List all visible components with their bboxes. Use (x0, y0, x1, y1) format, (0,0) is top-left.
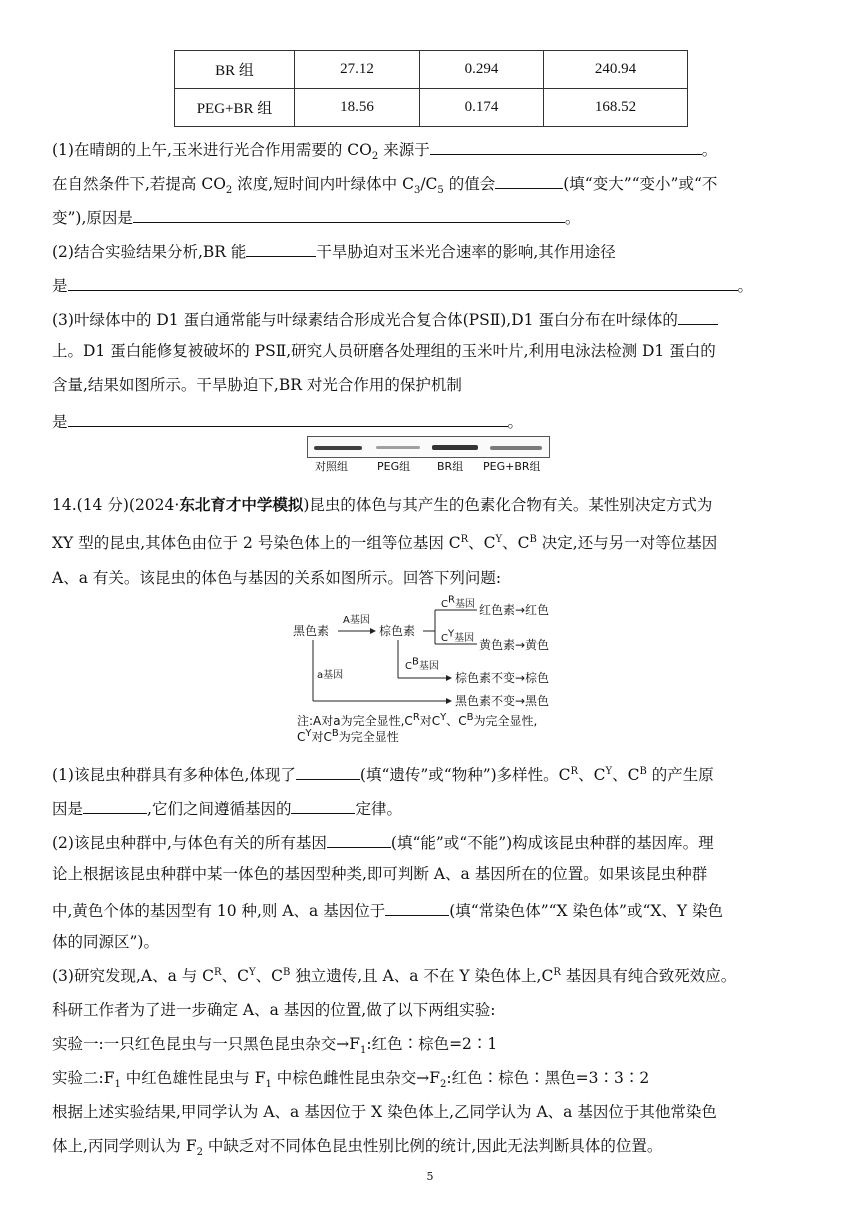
table-cell: 168.52 (544, 89, 688, 127)
q14-part2-line3: 中,黄色个体的基因型有 10 种,则 A、a 基因位于 (填“常染色体”“X 染色体”或“X、Y 染色 (52, 898, 723, 921)
cb-gene-label: $C^B$基因 (405, 656, 439, 672)
answer-blank[interactable] (133, 205, 565, 223)
q13-part1-line2: 在自然条件下,若提高 $CO_2$ 浓度,短时间内叶绿体中 $C_3/C_5$ 的值会 (填“变大”“变小”或“不 (52, 171, 717, 194)
q14-part2-line1: (2)该昆虫种群中,与体色有关的所有基因 (填“能”或“不能”)构成该昆虫种群的基因库。理 (52, 830, 714, 853)
gel-band (376, 446, 420, 449)
answer-blank[interactable] (83, 796, 147, 814)
q13-part2-line1: (2)结合实验结果分析,BR 能 干旱胁迫对玉米光合速率的影响,其作用途径 (52, 239, 616, 262)
gel-label: BR组 (437, 460, 464, 473)
a-small-gene-label: a基因 (317, 670, 344, 681)
answer-blank[interactable] (68, 409, 508, 427)
table-row (175, 89, 688, 127)
table-row (175, 51, 688, 89)
answer-blank[interactable] (495, 171, 563, 189)
answer-blank[interactable] (68, 273, 738, 291)
answer-blank[interactable] (430, 137, 702, 155)
diagram-note-line1: 注:A对a为完全显性$,C^R$对$C^Y$、$C^B$为完全显性, (297, 712, 538, 728)
brown-result: 棕色素不变→棕色 (455, 671, 550, 685)
q14-part3-line6: 体上,丙同学则认为 $F_2$ 中缺乏对不同体色昆虫性别比例的统计,因此无法判断具体的位置。 (52, 1137, 663, 1159)
q14-part1-line1: (1)该昆虫种群具有多种体色,体现了 (填“遗传”或“物种”)多样性。$C^R$、$C^Y$、$C^B$ 的产生原 (52, 762, 714, 785)
q13-part1-line1: (1)在晴朗的上午,玉米进行光合作用需要的 $CO_2$ 来源于 。 (52, 137, 717, 160)
table-cell: 27.12 (295, 51, 420, 89)
table-cell: 0.174 (420, 89, 544, 127)
answer-blank[interactable] (291, 796, 355, 814)
red-pigment-result: 红色素→红色 (479, 603, 550, 617)
gel-band (490, 446, 542, 450)
yellow-pigment-result: 黄色素→黄色 (479, 638, 550, 652)
answer-blank[interactable] (296, 762, 360, 780)
q14-part2-line4: 体的同源区”)。 (52, 933, 159, 951)
gel-band (314, 446, 362, 450)
table-cell: PEG+BR 组 (175, 89, 295, 127)
q13-part3-line1: (3)叶绿体中的 D1 蛋白通常能与叶绿素结合形成光合复合体(PSⅡ),D1 蛋白分布在叶绿体的 (52, 307, 718, 330)
q13-part3-line4: 是 。 (52, 409, 523, 432)
q14-part3-line5: 根据上述实验结果,甲同学认为 A、a 基因位于 X 染色体上,乙同学认为 A、a 基因位于其他常染色 (52, 1103, 717, 1121)
gel-band (432, 445, 478, 450)
experiment-1-line: 实验一:一只红色昆虫与一只黑色昆虫杂交$\to F_1$:红色∶棕色=2∶1 (52, 1035, 498, 1057)
black-result: 黑色素不变→黑色 (455, 694, 550, 708)
result-table (174, 50, 688, 127)
table-cell: BR 组 (175, 51, 295, 89)
table-cell: 18.56 (295, 89, 420, 127)
pigment-pathway-diagram (293, 594, 603, 748)
q13-part1-line3: 变”),原因是 。 (52, 205, 580, 228)
q13-part2-line2: 是 。 (52, 273, 753, 296)
diagram-note-line2: $C^Y$对$C^B$为完全显性 (297, 728, 399, 744)
q13-part3-line2: 上。D1 蛋白能修复被破坏的 PSⅡ,研究人员研磨各处理组的玉米叶片,利用电泳法检测 D1 蛋白的 (52, 342, 716, 360)
a-gene-label: A基因 (343, 615, 370, 626)
table-cell: 0.294 (420, 51, 544, 89)
gel-box (307, 436, 550, 458)
gel-label: PEG+BR组 (483, 460, 541, 473)
q14-part2-line2: 论上根据该昆虫种群中某一体色的基因型种类,即可判断 A、a 基因所在的位置。如果该昆虫种群 (52, 865, 708, 883)
brown-pigment-label: 棕色素 (379, 624, 416, 638)
cy-gene-label: $C^Y$基因 (441, 628, 475, 644)
q14-line2: XY 型的昆虫,其体色由位于 2 号染色体上的一组等位基因 $C^R$、$C^Y$、$C^B$ 决定,还与另一对等位基因 (52, 533, 718, 552)
gel-label: 对照组 (315, 460, 348, 473)
q14-part1-line2: 因是 ,它们之间遵循基因的 定律。 (52, 796, 402, 819)
experiment-2-line: 实验二$:F_1$ 中红色雄性昆虫与 $F_1$ 中棕色雌性昆虫杂交$\to F_2$:红色∶棕色∶黑色=3∶3∶2 (52, 1069, 650, 1091)
gel-label: PEG组 (377, 460, 411, 473)
answer-blank[interactable] (327, 830, 391, 848)
q14-part3-line1: (3)研究发现,A、a 与 $C^R$、$C^Y$、$C^B$ 独立遗传,且 A、a 不在 Y 染色体上$,C^R$ 基因具有纯合致死效应。 (52, 966, 737, 985)
q14-line1: 14.(14 分)(2024·东北育才中学模拟)昆虫的体色与其产生的色素化合物有关。某性别决定方式为 (52, 495, 713, 514)
q13-part3-line3: 含量,结果如图所示。干旱胁迫下,BR 对光合作用的保护机制 (52, 376, 462, 394)
page-number: 5 (426, 1170, 434, 1183)
table-cell: 240.94 (544, 51, 688, 89)
black-pigment-label: 黑色素 (293, 624, 330, 638)
q14-part3-line2: 科研工作者为了进一步确定 A、a 基因的位置,做了以下两组实验: (52, 1001, 496, 1019)
electrophoresis-gel-figure (307, 436, 550, 476)
answer-blank[interactable] (385, 898, 449, 916)
cr-gene-label: $C^R$基因 (441, 594, 475, 610)
answer-blank[interactable] (246, 239, 316, 257)
q14-line3: A、a 有关。该昆虫的体色与基因的关系如图所示。回答下列问题: (52, 569, 502, 587)
answer-blank[interactable] (678, 307, 718, 325)
